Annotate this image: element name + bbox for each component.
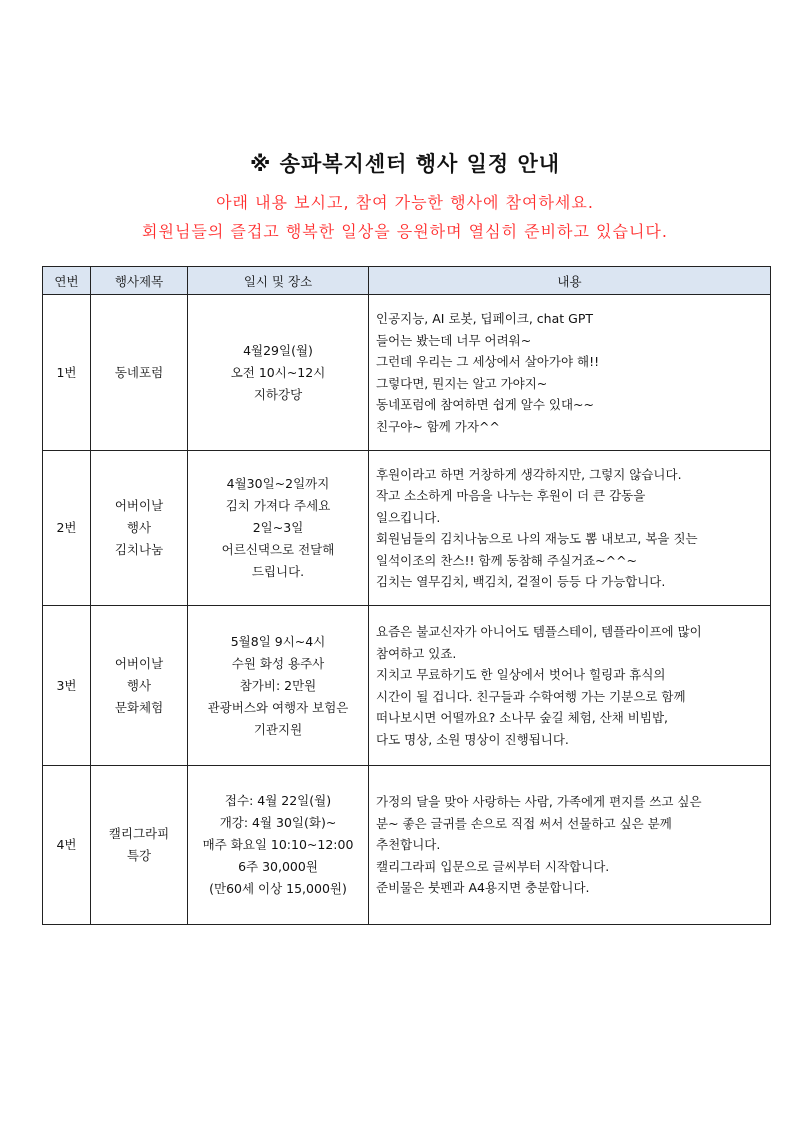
row-number: 2번 [43, 451, 91, 606]
event-title-line: 어버이날 [114, 498, 164, 513]
content-line: 김치는 열무김치, 백김치, 겉절이 등등 다 가능합니다. [376, 574, 666, 589]
event-title-line: 문화체험 [114, 699, 164, 715]
event-title-line: 어버이날 [114, 655, 164, 671]
content-line: 요즘은 불교신자가 아니어도 템플스테이, 템플라이프에 많이 [376, 624, 702, 639]
row-number: 1번 [43, 295, 91, 451]
event-datetime-place [188, 295, 369, 451]
content-line: 후원이라고 하면 거창하게 생각하지만, 그렇지 않습니다. [376, 466, 682, 482]
datetime-line: 5월8일 9시~4시 [230, 633, 326, 649]
content-line: 떠나보시면 어떨까요? 소나무 숲길 체험, 산채 비빔밥, [376, 710, 668, 725]
content-line: 준비물은 붓펜과 A4용지면 충분합니다. [376, 880, 590, 896]
content-line: 다도 명상, 소원 명상이 진행됩니다. [376, 731, 569, 747]
table-header-row [43, 267, 771, 295]
datetime-line: 기관지원 [253, 721, 303, 737]
datetime-line: 4월30일~2일까지 [226, 476, 330, 491]
event-datetime-place [188, 451, 369, 606]
page-title: ※ 송파복지센터 행사 일정 안내 [249, 152, 561, 176]
datetime-line: 어르신댁으로 전달해 [221, 542, 335, 557]
content-line: 그렇다면, 뭔지는 알고 가야지~ [376, 375, 548, 391]
event-title-line: 김치나눔 [114, 542, 164, 557]
datetime-line: 지하강당 [253, 386, 303, 402]
event-title-line: 동네포럼 [114, 364, 164, 380]
table-row [43, 606, 771, 766]
event-title-line: 행사 [126, 677, 152, 693]
content-line: 참여하고 있죠. [376, 645, 457, 661]
datetime-line: 수원 화성 용주사 [231, 655, 325, 671]
content-line: 작고 소소하게 마음을 나누는 후원이 더 큰 감동을 [376, 488, 646, 503]
datetime-line: 드립니다. [251, 564, 305, 579]
event-content [369, 766, 771, 925]
event-title-line: 특강 [126, 848, 152, 863]
content-line: 분~ 좋은 글귀를 손으로 직접 써서 선물하고 싶은 분께 [376, 815, 672, 831]
event-title-line: 행사 [126, 520, 152, 535]
event-title-line: 캘리그라피 [108, 826, 170, 841]
datetime-line: 매주 화요일 10:10~12:00 [202, 837, 354, 852]
event-title [91, 295, 188, 451]
column-header-datetime-place: 일시 및 장소 [188, 267, 369, 295]
event-title [91, 451, 188, 606]
content-line: 일으킵니다. [376, 509, 441, 525]
event-datetime-place [188, 606, 369, 766]
table-row [43, 451, 771, 606]
content-line: 캘리그라피 입문으로 글씨부터 시작합니다. [376, 858, 610, 874]
event-content [369, 451, 771, 606]
datetime-line: 6주 30,000원 [238, 859, 318, 874]
content-line: 친구야~ 함께 가자^^ [376, 418, 500, 434]
content-line: 인공지능, AI 로봇, 딥페이크, chat GPT [376, 311, 593, 326]
datetime-line: 김치 가져다 주세요 [225, 498, 331, 513]
datetime-line: 2일~3일 [252, 520, 304, 535]
datetime-line: 접수: 4월 22일(월) [224, 793, 332, 808]
content-line: 들어는 봤는데 너무 어려워~ [376, 332, 532, 348]
content-line: 가정의 달을 맞아 사랑하는 사람, 가족에게 편지를 쓰고 싶은 [376, 794, 702, 810]
content-line: 추천합니다. [376, 837, 441, 853]
content-line: 회원님들의 김치나눔으로 나의 재능도 뽐 내보고, 복을 짓는 [376, 531, 698, 546]
content-line: 일석이조의 찬스!! 함께 동참해 주실거죠~^^~ [376, 552, 638, 568]
subtitle-greeting: 회원님들의 즐겁고 행복한 일상을 응원하며 열심히 준비하고 있습니다. [142, 222, 668, 241]
event-content [369, 606, 771, 766]
content-line: 시간이 될 겁니다. 친구들과 수학여행 가는 기분으로 함께 [376, 688, 686, 704]
column-header-content: 내용 [369, 267, 771, 295]
row-number: 3번 [43, 606, 91, 766]
datetime-line: 오전 10시~12시 [230, 364, 326, 380]
content-line: 지치고 무료하기도 한 일상에서 벗어나 힐링과 휴식의 [376, 667, 666, 682]
subtitle-notice: 아래 내용 보시고, 참여 가능한 행사에 참여하세요. [216, 193, 594, 212]
row-number: 4번 [43, 766, 91, 925]
event-datetime-place [188, 766, 369, 925]
table-row [43, 766, 771, 925]
event-schedule-table [42, 266, 771, 925]
column-header-event-title: 행사제목 [91, 267, 188, 295]
content-line: 동네포럼에 참여하면 쉽게 알수 있대~~ [376, 397, 594, 412]
datetime-line: 4월29일(월) [243, 342, 313, 358]
datetime-line: 개강: 4월 30일(화)~ [219, 815, 337, 830]
column-header-number: 연번 [43, 267, 91, 295]
datetime-line: 관광버스와 여행자 보험은 [207, 699, 349, 715]
datetime-line: (만60세 이상 15,000원) [209, 881, 347, 896]
event-title [91, 766, 188, 925]
table-row [43, 295, 771, 451]
event-title [91, 606, 188, 766]
content-line: 그런데 우리는 그 세상에서 살아가야 해!! [376, 354, 600, 369]
event-content [369, 295, 771, 451]
datetime-line: 참가비: 2만원 [239, 677, 317, 693]
